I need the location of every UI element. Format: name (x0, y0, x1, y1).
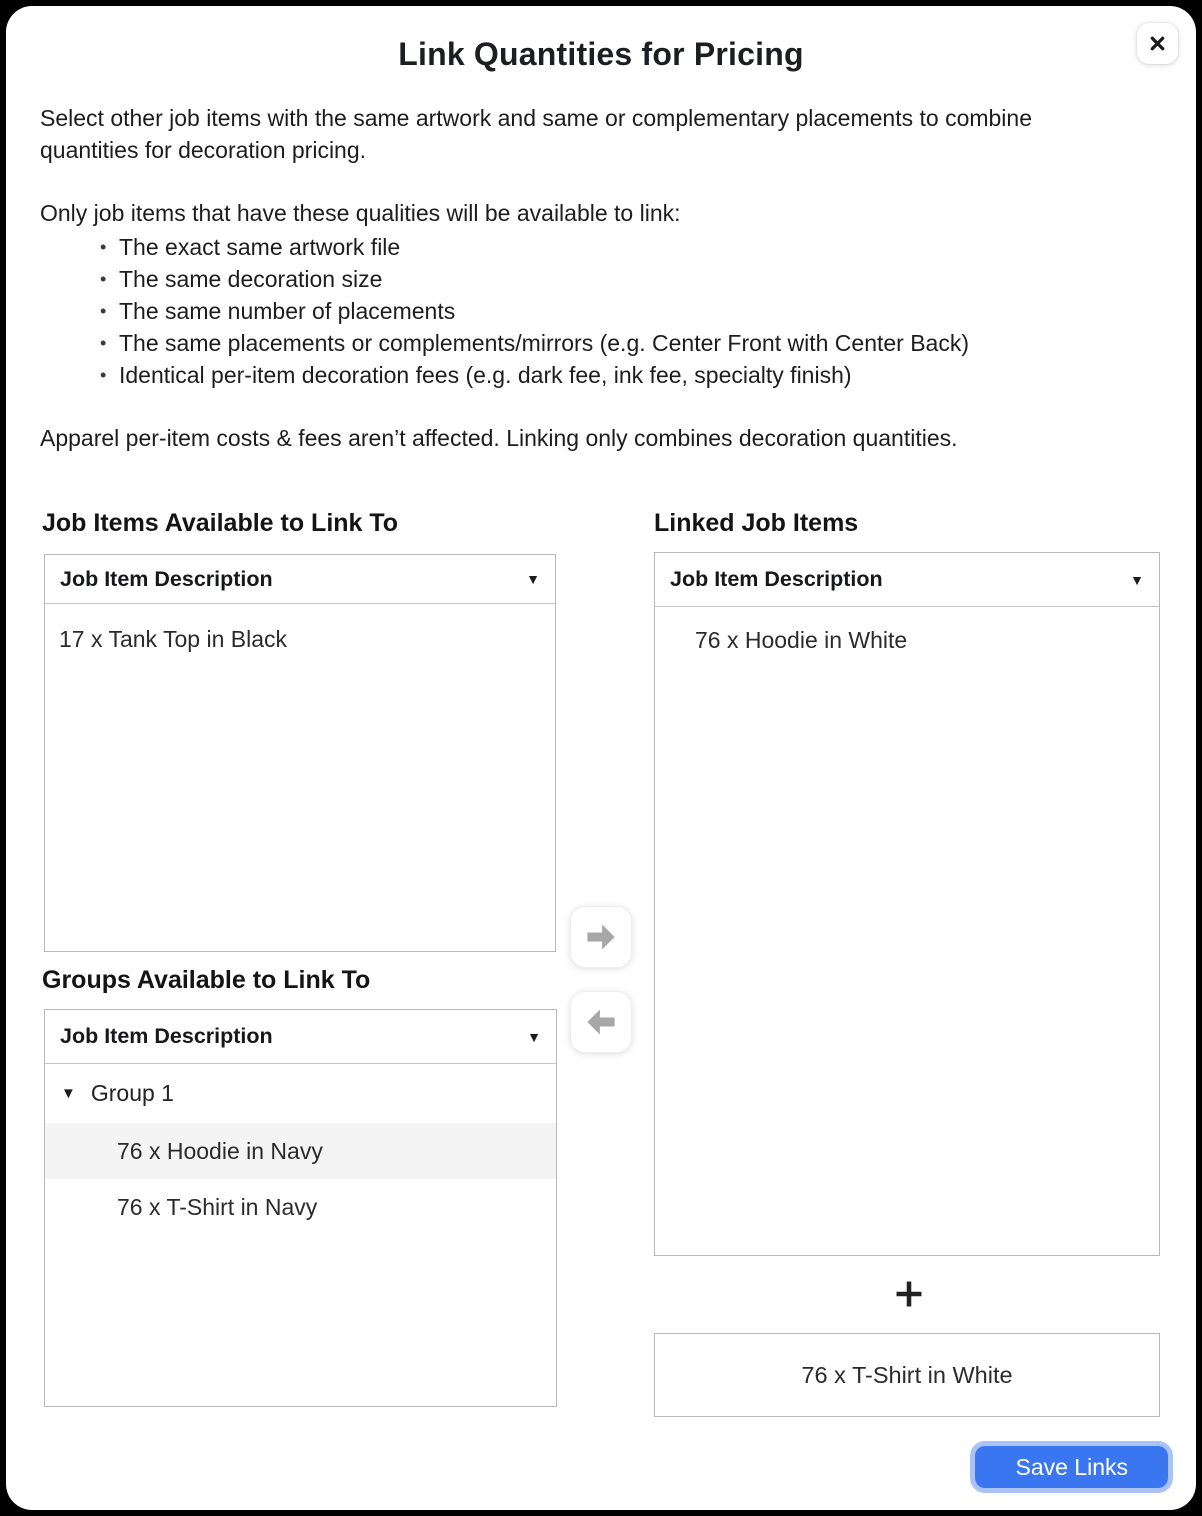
save-links-button[interactable]: Save Links (975, 1446, 1168, 1488)
sort-caret-icon: ▼ (1130, 571, 1144, 588)
linked-items-table (654, 552, 1160, 1256)
close-icon (1148, 34, 1167, 53)
plus-icon (891, 1276, 927, 1312)
column-header-label: Job Item Description (670, 567, 883, 591)
intro-text: Select other job items with the same artwork and same or complementary placements to combine quantities for decoration pricing. (40, 105, 1032, 163)
quality-item (100, 263, 1130, 295)
quality-item-text: The exact same artwork file (119, 234, 401, 260)
quality-item (100, 327, 1130, 359)
dialog-description (40, 102, 1130, 454)
group-item-row[interactable]: 76 x T-Shirt in Navy (117, 1193, 318, 1220)
group-expander-row[interactable] (45, 1064, 556, 1123)
group-item-row[interactable]: 76 x Hoodie in Navy (45, 1123, 556, 1179)
column-header-label: Job Item Description (60, 566, 273, 591)
available-item-row[interactable]: 17 x Tank Top in Black (59, 626, 288, 652)
qualities-list (40, 231, 1130, 391)
quality-item-text: The same placements or complements/mirrors (e.g. Center Front with Center Back) (119, 330, 970, 356)
expand-caret-icon: ▼ (61, 1085, 76, 1102)
link-right-button[interactable] (570, 906, 632, 968)
quality-item (100, 295, 1130, 327)
sort-caret-icon: ▼ (527, 1028, 541, 1045)
close-button[interactable] (1137, 23, 1178, 64)
quality-item (100, 359, 1130, 391)
group-label: Group 1 (90, 1080, 174, 1106)
quality-item (100, 231, 1130, 263)
available-items-table (44, 554, 556, 952)
linked-item-row[interactable]: 76 x Hoodie in White (695, 627, 908, 653)
linked-items-column-header[interactable] (655, 553, 1159, 607)
groups-table (44, 1009, 557, 1407)
link-quantities-dialog (6, 6, 1196, 1510)
arrow-left-icon (584, 1005, 618, 1039)
dialog-title: Link Quantities for Pricing (398, 36, 804, 72)
note-text: Apparel per-item costs & fees aren’t affected. Linking only combines decoration quantities. (40, 425, 958, 451)
pending-link-item: 76 x T-Shirt in White (654, 1333, 1160, 1417)
available-items-heading: Job Items Available to Link To (42, 509, 399, 537)
quality-item-text: The same number of placements (119, 298, 456, 324)
column-header-label: Job Item Description (60, 1024, 273, 1048)
groups-heading: Groups Available to Link To (42, 966, 371, 994)
quality-item-text: The same decoration size (119, 266, 383, 292)
quality-item-text: Identical per-item decoration fees (e.g. dark fee, ink fee, specialty finish) (119, 362, 852, 388)
available-items-column-header[interactable] (45, 555, 555, 604)
arrow-right-icon (584, 920, 618, 954)
qualities-intro-text: Only job items that have these qualities will be available to link: (40, 200, 681, 226)
unlink-left-button[interactable] (570, 991, 632, 1053)
linked-items-heading: Linked Job Items (654, 509, 859, 537)
groups-column-header[interactable] (45, 1010, 556, 1064)
sort-caret-icon: ▼ (526, 571, 540, 587)
